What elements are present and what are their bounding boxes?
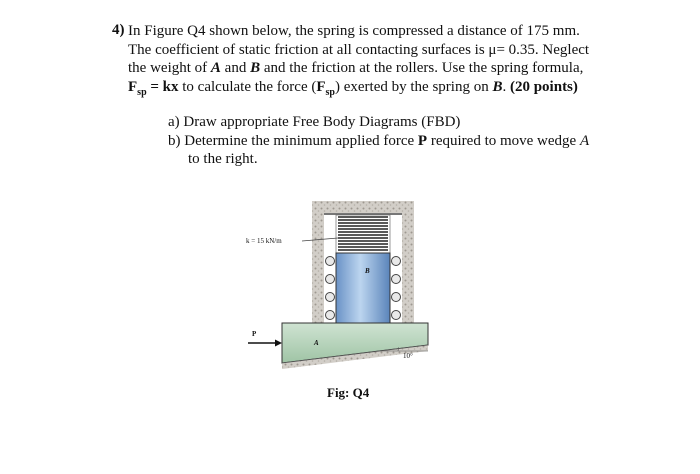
right-wall [402, 203, 414, 329]
question-number: 4) [112, 22, 125, 38]
figure-q4 [230, 195, 460, 380]
wedge-a-label: A [314, 339, 319, 347]
question-parts [168, 113, 589, 169]
angle-label: 10° [403, 352, 413, 360]
question-line-4: $F_{sp}$ = kx to calculate the force $(F_{sp})$ exerted by the spring on B. (20 points) [128, 78, 578, 98]
spring-constant-label: k = 15 kN/m [246, 237, 282, 245]
spring-constant [246, 237, 338, 245]
part-b: b) Determine the minimum applied force P required to move wedge A [168, 132, 590, 149]
part-a: a) Draw appropriate Free Body Diagrams (FBD) [168, 114, 461, 130]
question-line-2: The coefficient of static friction at all contacting surfaces is μ= 0.35. Neglect [128, 41, 590, 58]
part-b-continuation: to the right. [188, 151, 258, 167]
figure-drawing [230, 195, 460, 380]
top-ceiling [312, 201, 414, 213]
force-p-label: P [252, 330, 257, 338]
question-line-1: In Figure Q4 shown below, the spring is compressed a distance of 175 mm. [128, 23, 580, 39]
force-p [248, 330, 282, 347]
question-line-3: the weight of A and B and the friction at the rollers. Use the spring formula, [128, 60, 584, 76]
left-wall [312, 203, 324, 329]
block-b-label: B [365, 267, 370, 275]
question-text [128, 22, 648, 102]
spring [336, 215, 390, 253]
block-b [336, 253, 390, 325]
figure-caption: Fig: Q4 [327, 385, 370, 400]
